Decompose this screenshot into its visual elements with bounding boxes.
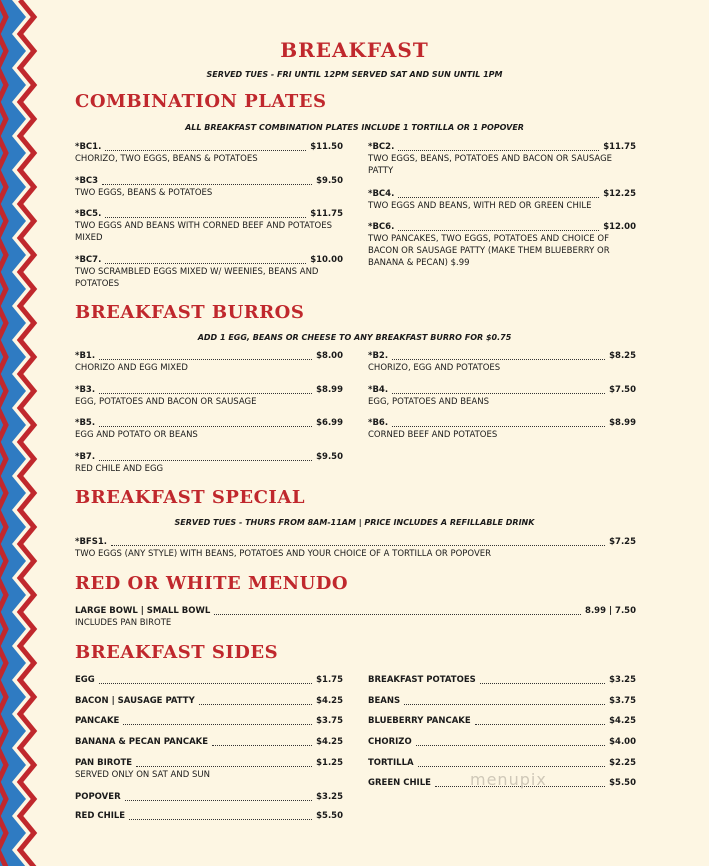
menu-item [75,792,343,803]
item-description: EGG AND POTATO OR BEANS [75,430,198,440]
item-name: *BC3 [75,176,99,186]
dot-leader [392,392,605,394]
item-description: TWO EGGS AND BEANS WITH CORNED BEEF AND POTATOES MIXED [75,221,332,243]
item-name: POPOVER [75,792,121,802]
menu-item [368,142,636,177]
dot-leader [125,799,312,801]
dot-leader [105,149,306,151]
menu-item-line [368,189,636,200]
menu-item [75,606,636,629]
sides-heading: BREAKFAST SIDES [75,642,279,663]
item-name: RED CHILE [75,811,126,821]
item-price: $8.00 [316,351,343,361]
dot-leader [475,723,605,725]
dot-leader [398,149,599,151]
item-price: $12.00 [603,222,636,232]
item-name: BLUEBERRY PANCAKE [368,716,471,726]
menu-item [75,758,343,781]
item-name: EGG [75,675,95,685]
item-name: *BC7. [75,255,102,265]
menu-item-line [75,811,343,822]
dot-leader [102,183,312,185]
dot-leader [416,744,605,746]
menu-item-line [75,537,636,548]
dot-leader [99,358,312,360]
dot-leader [99,459,312,461]
item-price: $1.25 [316,758,343,768]
item-description: TWO SCRAMBLED EGGS MIXED W/ WEENIES, BEANS AND POTATOES [75,267,319,289]
item-price: $10.00 [310,255,343,265]
item-name: *B6. [368,418,389,428]
dot-leader [99,682,312,684]
special-heading: BREAKFAST SPECIAL [75,487,305,508]
item-price: $7.25 [609,537,636,547]
hours-note: SERVED TUES - FRI UNTIL 12PM SERVED SAT AND SUN UNTIL 1PM [206,70,503,79]
menu-item [75,452,343,475]
dot-leader [199,703,312,705]
item-name: *B7. [75,452,96,462]
dot-leader [398,229,599,231]
item-description: CHORIZO, TWO EGGS, BEANS & POTATOES [75,154,258,164]
menu-item [75,737,343,748]
dot-leader [105,262,306,264]
item-price: 8.99 | 7.50 [585,606,636,616]
menu-item [368,675,636,686]
item-description: EGG, POTATOES AND BEANS [368,397,489,407]
dot-leader [480,682,605,684]
menu-item [368,385,636,408]
burros-heading: BREAKFAST BURROS [75,302,305,323]
item-description: TWO EGGS (ANY STYLE) WITH BEANS, POTATOES AND YOUR CHOICE OF A TORTILLA OR POPOVER [75,549,492,559]
dot-leader [392,358,605,360]
item-price: $8.99 [609,418,636,428]
item-price: $3.75 [609,696,636,706]
menu-item [75,418,343,441]
menu-item-line [368,142,636,153]
menu-item-line [75,385,343,396]
item-price: $6.99 [316,418,343,428]
menu-item [75,811,343,822]
dot-leader [214,613,581,615]
menu-item-line [75,737,343,748]
item-name: *BC6. [368,222,395,232]
menu-item-line [368,716,636,727]
item-price: $7.50 [609,385,636,395]
menu-item [75,142,343,165]
dot-leader [99,392,312,394]
item-name: BREAKFAST POTATOES [368,675,476,685]
item-name: BACON | SAUSAGE PATTY [75,696,195,706]
menu-item [75,351,343,374]
combo-note: ALL BREAKFAST COMBINATION PLATES INCLUDE 1 TORTILLA OR 1 POPOVER [185,123,524,132]
menu-item-line [75,696,343,707]
dot-leader [136,765,312,767]
dot-leader [129,818,312,820]
item-name: GREEN CHILE [368,778,431,788]
item-description: TWO PANCAKES, TWO EGGS, POTATOES AND CHOICE OF BACON OR SAUSAGE PATTY (MAKE THEM BLUEBERRY OR BANANA & PECAN) $.99 [368,234,610,268]
item-price: $4.25 [316,737,343,747]
item-price: $11.75 [603,142,636,152]
dot-leader [123,723,312,725]
menu-item-line [75,606,636,617]
menu-item-line [368,737,636,748]
menu-item-line [368,222,636,233]
item-price: $11.75 [310,209,343,219]
burros-note: ADD 1 EGG, BEANS OR CHEESE TO ANY BREAKFAST BURRO FOR $0.75 [197,333,512,342]
dot-leader [418,765,606,767]
item-name: *BC1. [75,142,102,152]
menu-item [75,537,636,560]
menu-item-line [368,758,636,769]
menu-item-line [75,716,343,727]
item-description: RED CHILE AND EGG [75,464,164,474]
item-name: BEANS [368,696,401,706]
item-price: $3.25 [316,792,343,802]
item-price: $4.25 [316,696,343,706]
watermark: menupix [470,770,547,789]
item-name: *B4. [368,385,389,395]
menu-item-line [368,418,636,429]
item-price: $5.50 [609,778,636,788]
special-note: SERVED TUES - THURS FROM 8AM-11AM | PRICE INCLUDES A REFILLABLE DRINK [174,518,535,527]
item-name: *B3. [75,385,96,395]
menu-item [368,189,636,212]
dot-leader [105,216,306,218]
dot-leader [404,703,605,705]
item-description: SERVED ONLY ON SAT AND SUN [75,770,210,780]
item-name: *B1. [75,351,96,361]
item-price: $9.50 [316,176,343,186]
menu-item [75,209,343,244]
item-price: $5.50 [316,811,343,821]
menu-item-line [75,792,343,803]
menu-item [75,696,343,707]
menu-item-line [368,351,636,362]
item-price: $4.25 [609,716,636,726]
menu-item-line [75,255,343,266]
item-description: TWO EGGS AND BEANS, WITH RED OR GREEN CHILE [368,201,592,211]
item-name: *BC5. [75,209,102,219]
combo-heading: COMBINATION PLATES [75,91,327,112]
menu-item [75,176,343,199]
item-name: BANANA & PECAN PANCAKE [75,737,209,747]
item-price: $3.25 [609,675,636,685]
item-description: TWO EGGS, BEANS, POTATOES AND BACON OR SAUSAGE PATTY [368,154,613,176]
menu-item [368,696,636,707]
dot-leader [398,196,599,198]
menu-item-line [368,675,636,686]
item-name: PANCAKE [75,716,120,726]
item-description: EGG, POTATOES AND BACON OR SAUSAGE [75,397,257,407]
item-description: INCLUDES PAN BIROTE [75,618,172,628]
item-description: CHORIZO AND EGG MIXED [75,363,188,373]
menu-item-line [75,452,343,463]
menu-item [368,737,636,748]
item-name: LARGE BOWL | SMALL BOWL [75,606,211,616]
item-price: $9.50 [316,452,343,462]
item-price: $3.75 [316,716,343,726]
menudo-heading: RED OR WHITE MENUDO [75,573,349,594]
item-name: *B2. [368,351,389,361]
menu-item [368,758,636,769]
item-name: *BC4. [368,189,395,199]
item-price: $1.75 [316,675,343,685]
menu-item-line [368,696,636,707]
menu-item [75,675,343,686]
menu-item-line [368,385,636,396]
dot-leader [392,425,605,427]
menu-item [75,255,343,290]
item-price: $8.25 [609,351,636,361]
item-description: CORNED BEEF AND POTATOES [368,430,498,440]
item-price: $4.00 [609,737,636,747]
dot-leader [212,744,312,746]
item-price: $12.25 [603,189,636,199]
item-name: CHORIZO [368,737,412,747]
page-title: BREAKFAST [280,38,429,62]
menu-item-line [75,142,343,153]
item-name: TORTILLA [368,758,414,768]
item-name: PAN BIROTE [75,758,133,768]
item-price: $2.25 [609,758,636,768]
menu-item [368,222,636,269]
item-description: CHORIZO, EGG AND POTATOES [368,363,501,373]
dot-leader [99,425,312,427]
menu-item [75,716,343,727]
menu-item [75,385,343,408]
menu-item [368,418,636,441]
dot-leader [111,544,605,546]
item-description: TWO EGGS, BEANS & POTATOES [75,188,213,198]
item-price: $11.50 [310,142,343,152]
item-price: $8.99 [316,385,343,395]
menu-item-line [75,418,343,429]
item-name: *BC2. [368,142,395,152]
item-name: *BFS1. [75,537,107,547]
item-name: *B5. [75,418,96,428]
menu-item-line [75,209,343,220]
menu-item-line [75,351,343,362]
menu-item-line [75,675,343,686]
menu-item-line [75,758,343,769]
menu-item [368,716,636,727]
menu-item-line [75,176,343,187]
menu-item [368,351,636,374]
